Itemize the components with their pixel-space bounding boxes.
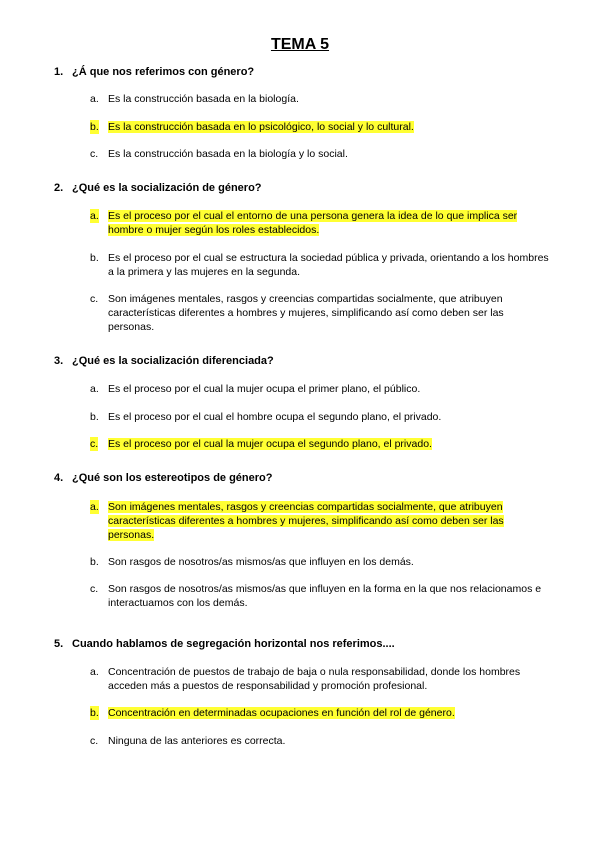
question-text: ¿Á que nos referimos con género? xyxy=(72,66,255,78)
question-text: ¿Qué son los estereotipos de género? xyxy=(72,472,273,484)
question-4 xyxy=(54,472,272,484)
option-letter: c. xyxy=(90,293,99,305)
option-text-highlighted: Concentración en determinadas ocupaciones en función del rol de género. xyxy=(108,707,455,719)
question-3 xyxy=(54,355,274,367)
question-number: 2. xyxy=(54,182,64,194)
option-1a xyxy=(90,92,550,106)
option-letter: a. xyxy=(90,383,99,395)
option-letter: c. xyxy=(90,735,99,747)
option-letter: a. xyxy=(90,501,99,513)
option-4c xyxy=(90,582,550,610)
option-4a xyxy=(90,500,550,542)
option-letter: a. xyxy=(90,93,99,105)
question-number: 3. xyxy=(54,355,64,367)
option-text-highlighted: Es el proceso por el cual el entorno de una persona genera la idea de lo que implica ser hombre o mujer según los roles establecidos. xyxy=(108,210,518,236)
option-letter: c. xyxy=(90,148,99,160)
option-letter: b. xyxy=(90,707,99,719)
option-text: Son rasgos de nosotros/as mismos/as que influyen en la forma en la que nos relacionamos e interactuamos con los demás. xyxy=(108,583,542,609)
option-text: Ninguna de las anteriores es correcta. xyxy=(108,735,286,747)
question-1 xyxy=(54,66,254,78)
option-3c xyxy=(90,437,550,451)
option-text: Concentración de puestos de trabajo de baja o nula responsabilidad, donde los hombres acceden más a puestos de responsabilidad y promoción profesional. xyxy=(108,666,521,692)
question-number: 5. xyxy=(54,638,64,650)
option-1c xyxy=(90,147,550,161)
option-text: Es la construcción basada en la biología. xyxy=(108,93,299,105)
option-letter: a. xyxy=(90,210,99,222)
option-5b xyxy=(90,706,550,720)
option-4b xyxy=(90,555,550,569)
option-letter: a. xyxy=(90,666,99,678)
option-2a xyxy=(90,209,550,237)
option-1b xyxy=(90,120,550,134)
option-letter: b. xyxy=(90,252,99,264)
option-2b xyxy=(90,251,550,279)
question-text: Cuando hablamos de segregación horizontal nos referimos.... xyxy=(72,638,395,650)
option-text: Es el proceso por el cual el hombre ocupa el segundo plano, el privado. xyxy=(108,411,442,423)
option-text-highlighted: Es la construcción basada en lo psicológico, lo social y lo cultural. xyxy=(108,121,414,133)
page-title: TEMA 5 xyxy=(270,36,330,53)
question-text: ¿Qué es la socialización de género? xyxy=(72,182,262,194)
option-3b xyxy=(90,410,550,424)
option-5c xyxy=(90,734,550,748)
option-text: Son rasgos de nosotros/as mismos/as que influyen en los demás. xyxy=(108,556,414,568)
option-text-highlighted: Son imágenes mentales, rasgos y creencias compartidas socialmente, que atribuyen características diferentes a hombres y mujeres, simplificando así como deben ser las personas. xyxy=(108,501,504,541)
question-2 xyxy=(54,182,262,194)
option-letter: b. xyxy=(90,556,99,568)
option-text: Es la construcción basada en la biología y lo social. xyxy=(108,148,348,160)
option-letter: c. xyxy=(90,583,99,595)
question-5 xyxy=(54,638,395,650)
option-5a xyxy=(90,665,550,693)
question-number: 4. xyxy=(54,472,64,484)
option-letter: c. xyxy=(90,438,99,450)
option-letter: b. xyxy=(90,411,99,423)
option-text: Son imágenes mentales, rasgos y creencias compartidas socialmente, que atribuyen características diferentes a hombres y mujeres, simplificando así como deben ser las personas. xyxy=(108,293,504,333)
question-text: ¿Qué es la socialización diferenciada? xyxy=(72,355,274,367)
option-text-highlighted: Es el proceso por el cual la mujer ocupa el segundo plano, el privado. xyxy=(108,438,432,450)
option-2c xyxy=(90,292,550,334)
option-text: Es el proceso por el cual la mujer ocupa el primer plano, el público. xyxy=(108,383,421,395)
question-number: 1. xyxy=(54,66,64,78)
option-3a xyxy=(90,382,550,396)
option-text: Es el proceso por el cual se estructura la sociedad pública y privada, orientando a los hombres a la primera y las mujeres en la segunda. xyxy=(108,252,549,278)
option-letter: b. xyxy=(90,121,99,133)
